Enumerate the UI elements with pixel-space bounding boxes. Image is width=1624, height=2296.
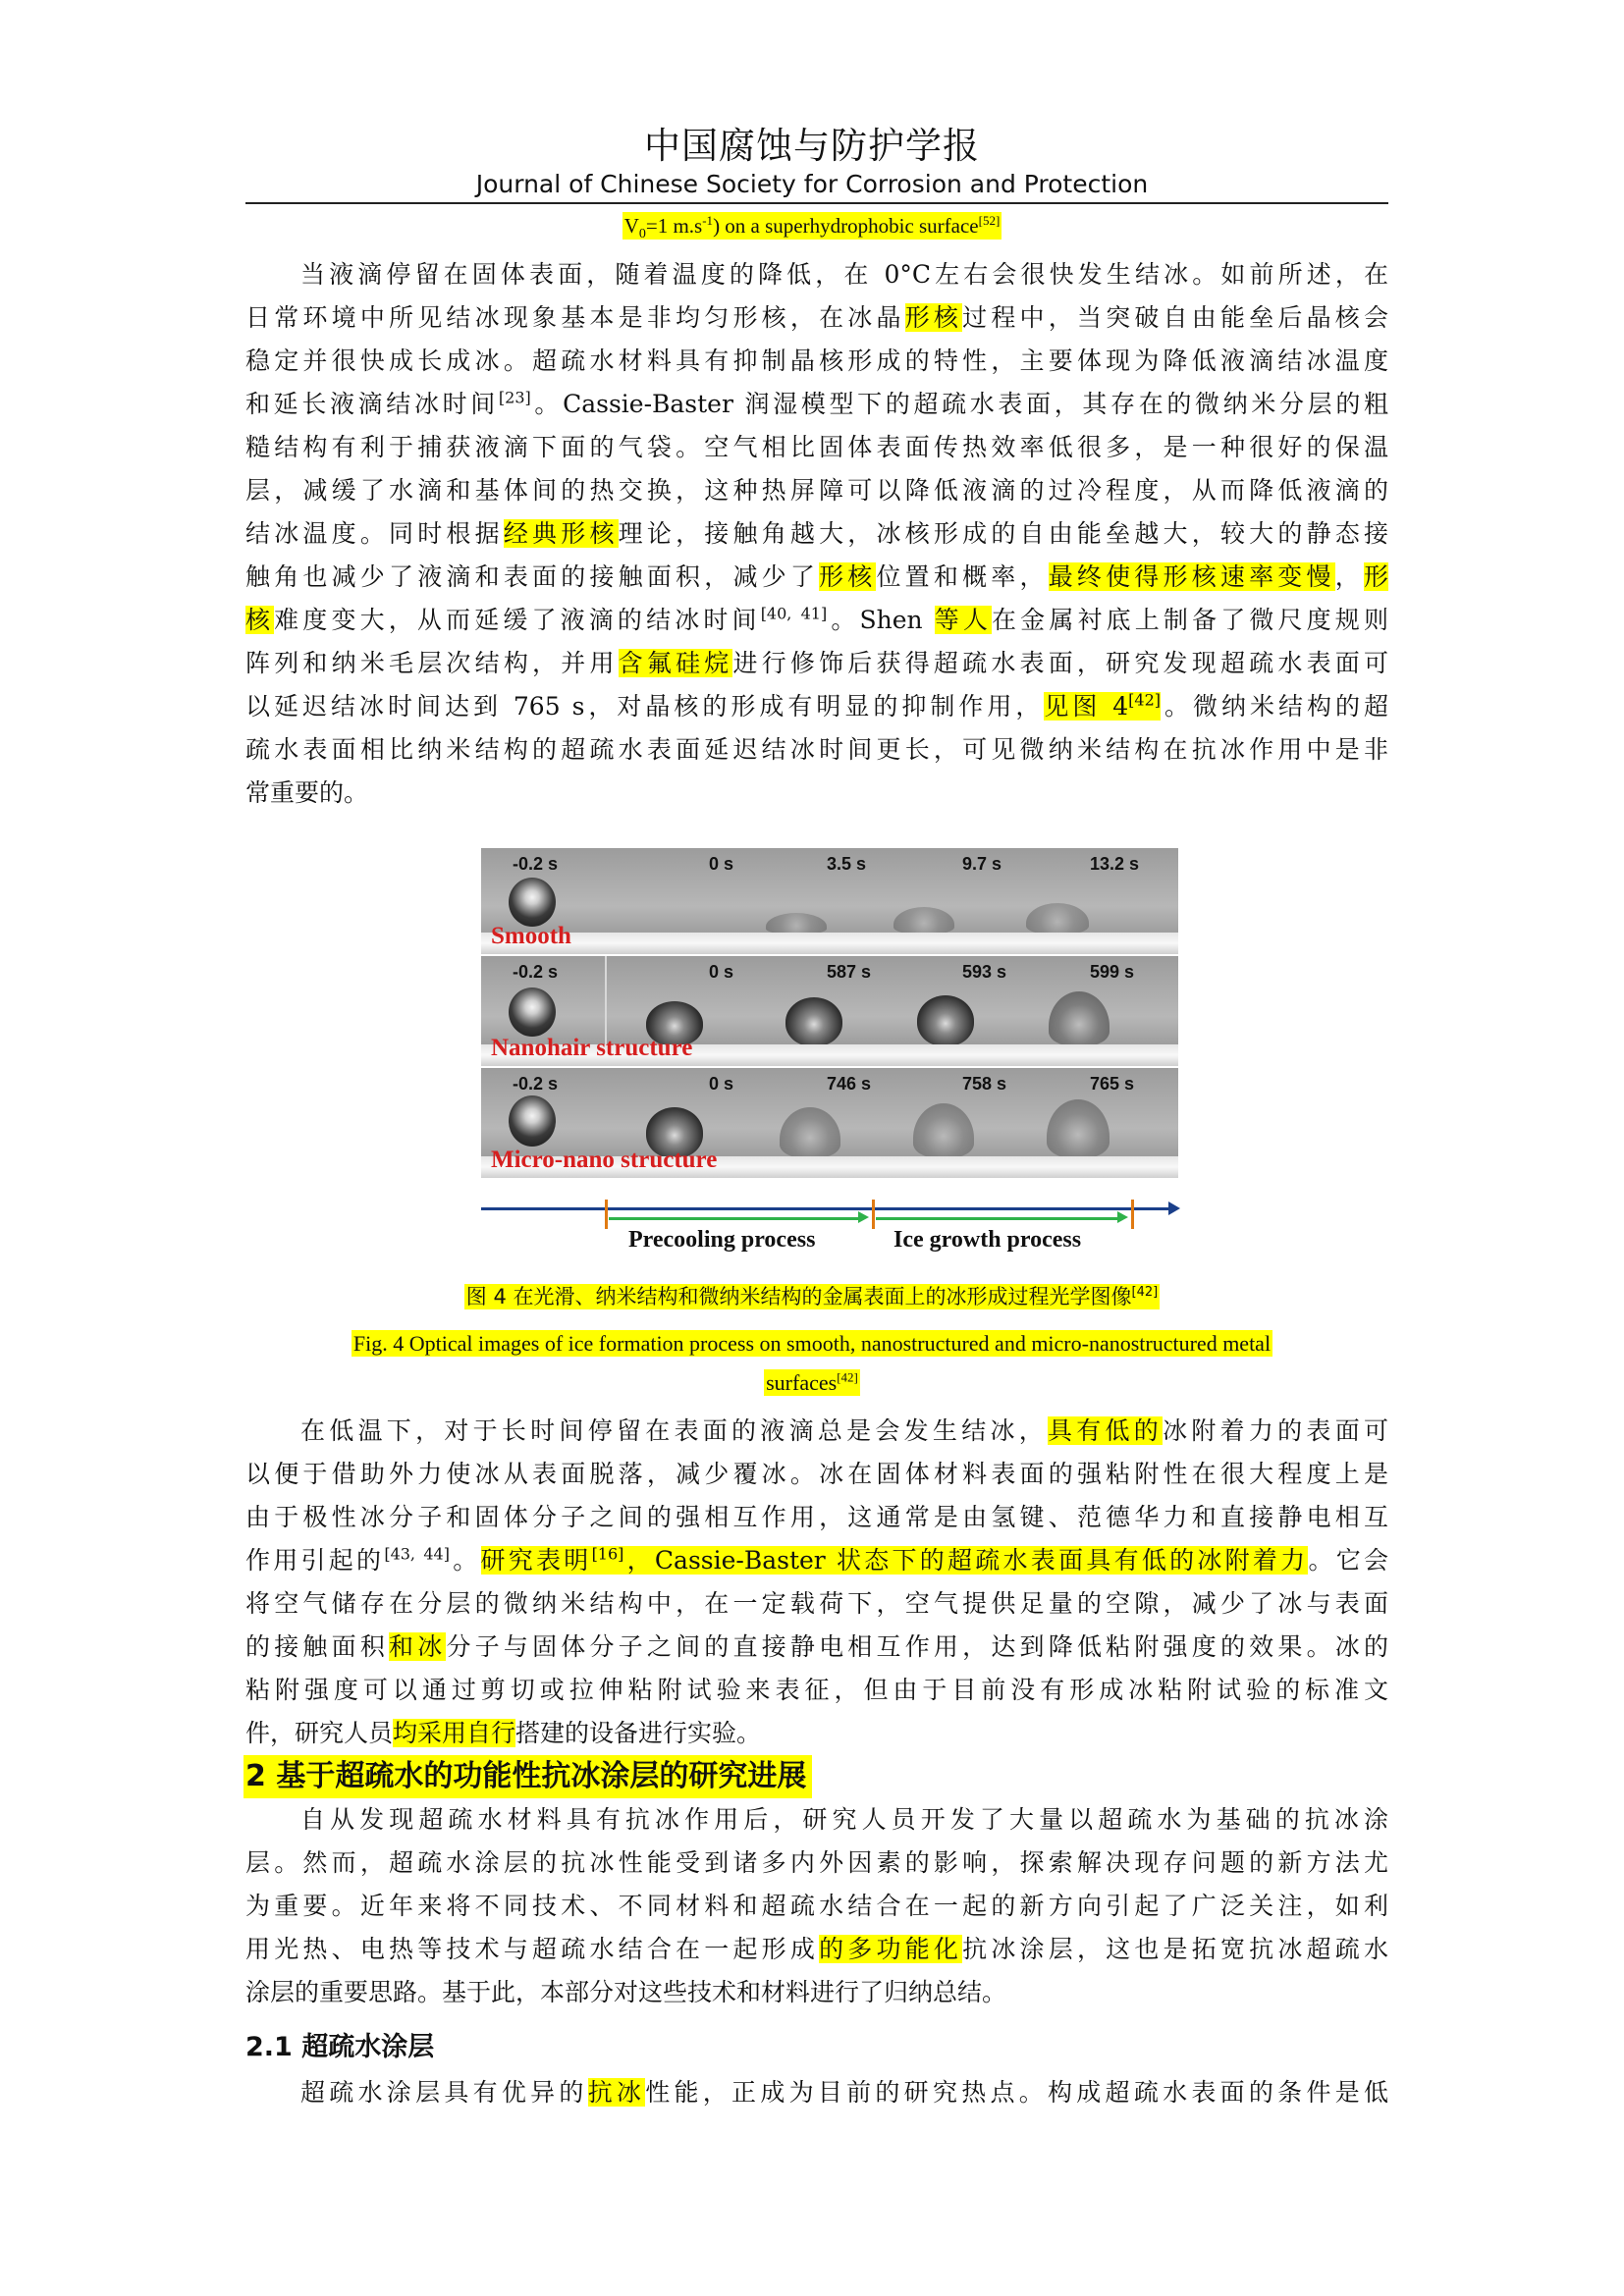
text-line: 层，减缓了水滴和基体间的热交换，这种热屏障可以降低液滴的过冷程度，从而降低液滴的	[245, 476, 1388, 505]
time-label: -0.2 s	[513, 962, 559, 982]
paragraph-superhydrophobic-coating	[245, 2071, 1388, 2114]
time-label: 758 s	[962, 1074, 1007, 1094]
text-line: 当液滴停留在固体表面，随着温度的降低，在 0°C左右会很快发生结冰。如前所述，在	[300, 260, 1388, 289]
row-label: Micro-nano structure	[491, 1147, 718, 1173]
figure-4-ice-formation	[481, 848, 1178, 1260]
text-line: 在低温下，对于长时间停留在表面的液滴总是会发生结冰，具有低的冰附着力的表面可	[300, 1416, 1388, 1445]
time-label: 0 s	[709, 854, 734, 874]
figure-row-nanohair	[481, 956, 1178, 1066]
text-line: 自从发现超疏水材料具有抗冰作用后，研究人员开发了大量以超疏水为基础的抗冰涂	[300, 1805, 1388, 1834]
time-label: 3.5 s	[827, 854, 867, 874]
droplet-image	[785, 997, 842, 1046]
figure-caption-en-continued: surfaces[42]	[766, 1369, 858, 1395]
text-line: 疏水表面相比纳米结构的超疏水表面延迟结冰时间更长，可见微纳米结构在抗冰作用中是非	[245, 735, 1388, 764]
precooling-arrowhead	[858, 1211, 869, 1223]
time-axis-arrowhead	[1168, 1201, 1180, 1215]
text-line: 粘附强度可以通过剪切或拉伸粘附试验来表征，但由于目前没有形成冰粘附试验的标准文	[245, 1676, 1388, 1704]
section-heading-2: 2 基于超疏水的功能性抗冰涂层的研究进展	[244, 1755, 812, 1798]
text-line: 以便于借助外力使冰从表面脱落，减少覆冰。冰在固体材料表面的强粘附性在很大程度上是	[245, 1460, 1388, 1488]
time-label: -0.2 s	[513, 1074, 559, 1094]
previous-figure-caption-tail: $V_0=1$ $m.s^{-1}$) on a superhydrophobic surface[52]	[623, 213, 1001, 242]
droplet-image	[1026, 903, 1089, 934]
droplet-image	[780, 1107, 840, 1158]
precooling-arrow	[609, 1217, 858, 1220]
panel-divider	[605, 956, 607, 1044]
droplet-image	[766, 913, 827, 934]
time-label: 13.2 s	[1090, 854, 1140, 874]
time-label: 746 s	[827, 1074, 872, 1094]
phase-tick	[605, 1200, 608, 1229]
figure-row-smooth	[481, 848, 1178, 954]
droplet-image	[1049, 991, 1110, 1046]
ice-growth-arrowhead	[1117, 1211, 1128, 1223]
text-line: 常重要的。	[245, 778, 369, 807]
figure-row-micro-nano	[481, 1068, 1178, 1178]
figure-caption-en: Fig. 4 Optical images of ice formation process on smooth, nanostructured and micro-nanostructured metal	[352, 1331, 1272, 1356]
droplet-image	[913, 1103, 974, 1158]
text-line: 的接触面积和冰分子与固体分子之间的直接静电相互作用，达到降低粘附强度的效果。冰的	[245, 1632, 1388, 1661]
ice-growth-process-label: Ice growth process	[893, 1227, 1082, 1253]
text-line: 和延长液滴结冰时间[23]。Cassie-Baster 润湿模型下的超疏水表面，其存在的微纳米分层的粗	[245, 388, 1388, 418]
time-label: 587 s	[827, 962, 872, 982]
droplet-image	[893, 907, 954, 934]
time-label: -0.2 s	[513, 854, 559, 874]
time-axis-line	[481, 1207, 1168, 1210]
phase-tick	[1131, 1200, 1134, 1229]
droplet-image	[917, 995, 974, 1046]
droplet-image	[509, 878, 556, 927]
journal-title-en: Journal of Chinese Society for Corrosion and Protection	[475, 170, 1149, 198]
row-label: Smooth	[491, 923, 571, 949]
text-line: 将空气储存在分层的微纳米结构中，在一定载荷下，空气提供足量的空隙，减少了冰与表面	[245, 1589, 1388, 1618]
figure-caption-cn: 图 4 在光滑、纳米结构和微纳米结构的金属表面上的冰形成过程光学图像[42]	[465, 1285, 1159, 1308]
text-line: 日常环境中所见结冰现象基本是非均匀形核，在冰晶形核过程中，当突破自由能垒后晶核会	[245, 303, 1388, 332]
paragraph-functional-coatings	[245, 1798, 1388, 2014]
droplet-image	[509, 1095, 556, 1147]
text-line: 件，研究人员均采用自行搭建的设备进行实验。	[245, 1719, 762, 1747]
text-line: 糙结构有利于捕获液滴下面的气袋。空气相比固体表面传热效率低很多，是一种很好的保温	[245, 433, 1388, 461]
text-line: 由于极性冰分子和固体分子之间的强相互作用，这通常是由氢键、范德华力和直接静电相互	[245, 1503, 1388, 1531]
text-line: 超疏水涂层具有优异的抗冰性能，正成为目前的研究热点。构成超疏水表面的条件是低	[300, 2078, 1388, 2107]
text-line: 为重要。近年来将不同技术、不同材料和超疏水结合在一起的新方向引起了广泛关注，如利	[245, 1892, 1388, 1920]
journal-title-cn: 中国腐蚀与防护学报	[644, 125, 980, 167]
time-label: 599 s	[1090, 962, 1135, 982]
text-line: 以延迟结冰时间达到 765 s，对晶核的形成有明显的抑制作用，见图 4[42]。微纳米结构的超	[245, 690, 1388, 721]
row-label: Nanohair structure	[491, 1035, 693, 1061]
section-heading-2-1: 2.1 超疏水涂层	[245, 2032, 435, 2062]
text-line: 阵列和纳米毛层次结构，并用含氟硅烷进行修饰后获得超疏水表面，研究发现超疏水表面可	[245, 649, 1388, 677]
paragraph-ice-adhesion	[245, 1410, 1388, 1755]
text-line: 触角也减少了液滴和表面的接触面积，减少了形核位置和概率，最终使得形核速率变慢，形	[245, 562, 1388, 591]
time-label: 9.7 s	[962, 854, 1002, 874]
ice-growth-arrow	[876, 1217, 1117, 1220]
text-line: 结冰温度。同时根据经典形核理论，接触角越大，冰核形成的自由能垒越大，较大的静态接	[245, 519, 1388, 548]
droplet-image	[509, 988, 556, 1037]
time-label: 0 s	[709, 962, 734, 982]
header-rule	[245, 202, 1388, 204]
time-label: 765 s	[1090, 1074, 1135, 1094]
text-line: 用光热、电热等技术与超疏水结合在一起形成的多功能化抗冰涂层，这也是拓宽抗冰超疏水	[245, 1935, 1388, 1963]
text-line: 层。然而，超疏水涂层的抗冰性能受到诸多内外因素的影响，探索解决现存问题的新方法尤	[245, 1848, 1388, 1877]
substrate-strip	[481, 933, 1178, 954]
time-label: 593 s	[962, 962, 1007, 982]
time-label: 0 s	[709, 1074, 734, 1094]
text-line: 稳定并很快成长成冰。超疏水材料具有抑制晶核形成的特性，主要体现为降低液滴结冰温度	[245, 347, 1388, 375]
paragraph-nucleation	[245, 253, 1388, 815]
text-line: 作用引起的[43, 44]。研究表明[16]，Cassie-Baster 状态下的超疏水表面具有低的冰附着力。它会	[245, 1544, 1388, 1575]
phase-tick	[872, 1200, 875, 1229]
text-line: 涂层的重要思路。基于此，本部分对这些技术和材料进行了归纳总结。	[245, 1978, 1007, 2006]
text-line: 核难度变大，从而延缓了液滴的结冰时间[40, 41]。Shen 等人在金属衬底上制备了微尺度规则	[245, 604, 1388, 634]
precooling-process-label: Precooling process	[628, 1227, 816, 1253]
droplet-image	[1047, 1099, 1110, 1158]
